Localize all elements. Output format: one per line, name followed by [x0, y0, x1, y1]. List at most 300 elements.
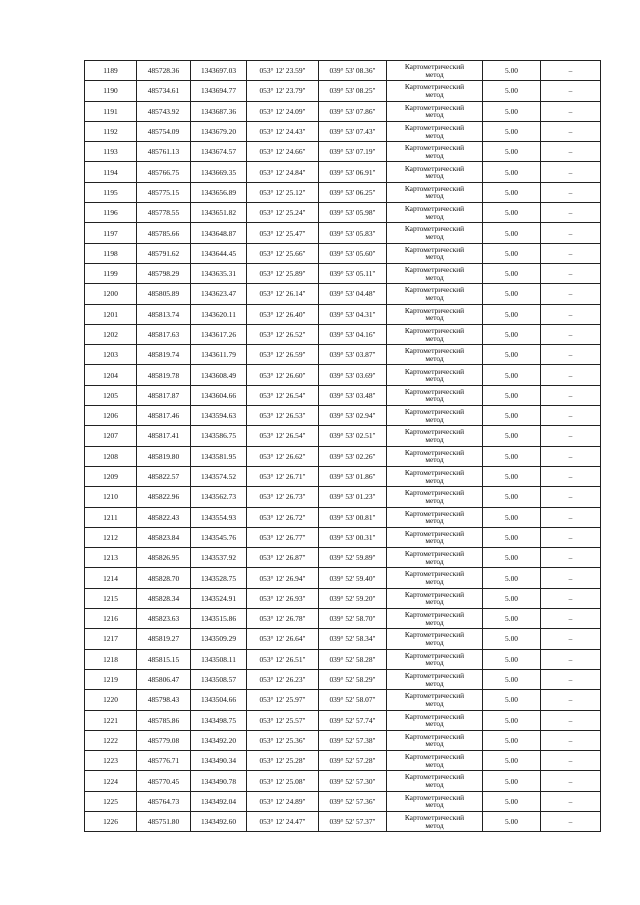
- accuracy-cell: 5.00: [483, 101, 541, 121]
- method-line-1: Картометрический: [404, 427, 465, 437]
- latitude-cell: 053° 12' 26.87": [247, 548, 319, 568]
- accuracy-cell: 5.00: [483, 203, 541, 223]
- method-line-1: Картометрический: [404, 467, 465, 477]
- note-cell: –: [541, 751, 601, 771]
- method-line-1: Картометрический: [404, 670, 465, 680]
- longitude-cell: 039° 53' 05.11": [319, 263, 387, 283]
- table-row: [85, 487, 601, 507]
- x-coordinate-cell: 485734.61: [137, 81, 191, 101]
- method-line-1: Картометрический: [404, 772, 465, 782]
- y-coordinate-cell: 1343697.03: [191, 61, 247, 81]
- table-row: [85, 751, 601, 771]
- method-cell: [387, 162, 483, 182]
- x-coordinate-cell: 485822.96: [137, 487, 191, 507]
- x-coordinate-cell: 485813.74: [137, 304, 191, 324]
- table-row: [85, 345, 601, 365]
- y-coordinate-cell: 1343620.11: [191, 304, 247, 324]
- note-cell: –: [541, 446, 601, 466]
- longitude-cell: 039° 53' 06.25": [319, 182, 387, 202]
- accuracy-cell: 5.00: [483, 263, 541, 283]
- table-row: [85, 446, 601, 466]
- point-number-cell: 1214: [85, 568, 137, 588]
- latitude-cell: 053° 12' 26.51": [247, 649, 319, 669]
- method-cell: [387, 487, 483, 507]
- point-number-cell: 1192: [85, 121, 137, 141]
- note-cell: –: [541, 487, 601, 507]
- accuracy-cell: 5.00: [483, 710, 541, 730]
- x-coordinate-cell: 485791.62: [137, 243, 191, 263]
- method-line-2: метод: [425, 780, 444, 790]
- accuracy-cell: 5.00: [483, 142, 541, 162]
- x-coordinate-cell: 485775.15: [137, 182, 191, 202]
- method-line-2: метод: [425, 475, 444, 485]
- method-line-2: метод: [425, 556, 444, 566]
- point-number-cell: 1197: [85, 223, 137, 243]
- y-coordinate-cell: 1343644.45: [191, 243, 247, 263]
- y-coordinate-cell: 1343490.34: [191, 751, 247, 771]
- x-coordinate-cell: 485819.27: [137, 629, 191, 649]
- table-row: [85, 710, 601, 730]
- point-number-cell: 1202: [85, 324, 137, 344]
- point-number-cell: 1190: [85, 81, 137, 101]
- longitude-cell: 039° 52' 57.37": [319, 811, 387, 831]
- latitude-cell: 053° 12' 26.54": [247, 385, 319, 405]
- latitude-cell: 053° 12' 25.97": [247, 690, 319, 710]
- point-number-cell: 1191: [85, 101, 137, 121]
- x-coordinate-cell: 485828.34: [137, 588, 191, 608]
- method-line-2: метод: [425, 292, 444, 302]
- table-row: [85, 426, 601, 446]
- latitude-cell: 053° 12' 25.36": [247, 730, 319, 750]
- method-line-2: метод: [425, 272, 444, 282]
- latitude-cell: 053° 12' 26.52": [247, 324, 319, 344]
- method-line-1: Картометрический: [404, 102, 465, 112]
- x-coordinate-cell: 485779.08: [137, 730, 191, 750]
- table-row: [85, 365, 601, 385]
- longitude-cell: 039° 53' 08.25": [319, 81, 387, 101]
- longitude-cell: 039° 53' 05.83": [319, 223, 387, 243]
- note-cell: –: [541, 345, 601, 365]
- y-coordinate-cell: 1343515.86: [191, 609, 247, 629]
- method-line-2: метод: [425, 211, 444, 221]
- note-cell: –: [541, 162, 601, 182]
- point-number-cell: 1196: [85, 203, 137, 223]
- note-cell: –: [541, 466, 601, 486]
- point-number-cell: 1225: [85, 791, 137, 811]
- note-cell: –: [541, 203, 601, 223]
- longitude-cell: 039° 53' 04.16": [319, 324, 387, 344]
- method-cell: [387, 446, 483, 466]
- point-number-cell: 1223: [85, 751, 137, 771]
- method-line-1: Картометрический: [404, 569, 465, 579]
- y-coordinate-cell: 1343674.57: [191, 142, 247, 162]
- method-line-1: Картометрический: [404, 731, 465, 741]
- method-line-2: метод: [425, 110, 444, 120]
- latitude-cell: 053° 12' 26.93": [247, 588, 319, 608]
- method-line-1: Картометрический: [404, 183, 465, 193]
- method-line-2: метод: [425, 678, 444, 688]
- y-coordinate-cell: 1343508.11: [191, 649, 247, 669]
- longitude-cell: 039° 52' 58.28": [319, 649, 387, 669]
- latitude-cell: 053° 12' 24.47": [247, 811, 319, 831]
- accuracy-cell: 5.00: [483, 730, 541, 750]
- y-coordinate-cell: 1343581.95: [191, 446, 247, 466]
- latitude-cell: 053° 12' 25.89": [247, 263, 319, 283]
- longitude-cell: 039° 53' 04.48": [319, 284, 387, 304]
- accuracy-cell: 5.00: [483, 406, 541, 426]
- longitude-cell: 039° 53' 01.23": [319, 487, 387, 507]
- method-cell: [387, 669, 483, 689]
- note-cell: –: [541, 771, 601, 791]
- point-number-cell: 1222: [85, 730, 137, 750]
- accuracy-cell: 5.00: [483, 548, 541, 568]
- method-cell: [387, 588, 483, 608]
- method-cell: [387, 142, 483, 162]
- note-cell: –: [541, 669, 601, 689]
- x-coordinate-cell: 485817.87: [137, 385, 191, 405]
- method-line-1: Картометрический: [404, 610, 465, 620]
- point-number-cell: 1198: [85, 243, 137, 263]
- table-row: [85, 629, 601, 649]
- x-coordinate-cell: 485815.15: [137, 649, 191, 669]
- accuracy-cell: 5.00: [483, 182, 541, 202]
- table-row: [85, 304, 601, 324]
- method-cell: [387, 101, 483, 121]
- longitude-cell: 039° 52' 58.70": [319, 609, 387, 629]
- table-row: [85, 568, 601, 588]
- longitude-cell: 039° 53' 00.81": [319, 507, 387, 527]
- table-row: [85, 61, 601, 81]
- point-number-cell: 1218: [85, 649, 137, 669]
- y-coordinate-cell: 1343490.78: [191, 771, 247, 791]
- method-line-1: Картометрический: [404, 366, 465, 376]
- method-line-1: Картометрический: [404, 650, 465, 660]
- method-cell: [387, 649, 483, 669]
- method-cell: [387, 466, 483, 486]
- table-row: [85, 406, 601, 426]
- accuracy-cell: 5.00: [483, 162, 541, 182]
- table-row: [85, 791, 601, 811]
- x-coordinate-cell: 485817.41: [137, 426, 191, 446]
- method-line-1: Картометрический: [404, 528, 465, 538]
- y-coordinate-cell: 1343492.20: [191, 730, 247, 750]
- coordinates-table: [84, 60, 601, 832]
- note-cell: –: [541, 426, 601, 446]
- x-coordinate-cell: 485819.78: [137, 365, 191, 385]
- latitude-cell: 053° 12' 23.59": [247, 61, 319, 81]
- note-cell: –: [541, 101, 601, 121]
- accuracy-cell: 5.00: [483, 223, 541, 243]
- method-line-2: метод: [425, 617, 444, 627]
- table-row: [85, 81, 601, 101]
- longitude-cell: 039° 52' 58.29": [319, 669, 387, 689]
- method-cell: [387, 263, 483, 283]
- table-row: [85, 101, 601, 121]
- method-line-1: Картометрический: [404, 813, 465, 823]
- longitude-cell: 039° 53' 00.31": [319, 527, 387, 547]
- note-cell: –: [541, 406, 601, 426]
- method-cell: [387, 710, 483, 730]
- point-number-cell: 1210: [85, 487, 137, 507]
- latitude-cell: 053° 12' 25.12": [247, 182, 319, 202]
- latitude-cell: 053° 12' 26.60": [247, 365, 319, 385]
- method-line-2: метод: [425, 89, 444, 99]
- method-line-1: Картометрический: [404, 711, 465, 721]
- accuracy-cell: 5.00: [483, 527, 541, 547]
- longitude-cell: 039° 53' 02.94": [319, 406, 387, 426]
- point-number-cell: 1226: [85, 811, 137, 831]
- method-line-1: Картометрический: [404, 122, 465, 132]
- accuracy-cell: 5.00: [483, 61, 541, 81]
- method-line-1: Картометрический: [404, 447, 465, 457]
- table-row: [85, 548, 601, 568]
- longitude-cell: 039° 52' 59.89": [319, 548, 387, 568]
- method-line-1: Картометрический: [404, 346, 465, 356]
- method-line-2: метод: [425, 394, 444, 404]
- note-cell: –: [541, 61, 601, 81]
- table-row: [85, 507, 601, 527]
- longitude-cell: 039° 53' 03.69": [319, 365, 387, 385]
- x-coordinate-cell: 485798.29: [137, 263, 191, 283]
- method-line-1: Картометрический: [404, 589, 465, 599]
- note-cell: –: [541, 385, 601, 405]
- x-coordinate-cell: 485785.66: [137, 223, 191, 243]
- x-coordinate-cell: 485805.89: [137, 284, 191, 304]
- accuracy-cell: 5.00: [483, 365, 541, 385]
- method-line-2: метод: [425, 313, 444, 323]
- y-coordinate-cell: 1343492.60: [191, 811, 247, 831]
- longitude-cell: 039° 53' 01.86": [319, 466, 387, 486]
- longitude-cell: 039° 53' 04.31": [319, 304, 387, 324]
- longitude-cell: 039° 52' 57.30": [319, 771, 387, 791]
- point-number-cell: 1200: [85, 284, 137, 304]
- table-row: [85, 203, 601, 223]
- table-row: [85, 385, 601, 405]
- table-row: [85, 324, 601, 344]
- latitude-cell: 053° 12' 26.71": [247, 466, 319, 486]
- table-row: [85, 263, 601, 283]
- latitude-cell: 053° 12' 25.08": [247, 771, 319, 791]
- x-coordinate-cell: 485770.45: [137, 771, 191, 791]
- x-coordinate-cell: 485785.86: [137, 710, 191, 730]
- x-coordinate-cell: 485822.57: [137, 466, 191, 486]
- latitude-cell: 053° 12' 25.24": [247, 203, 319, 223]
- method-cell: [387, 284, 483, 304]
- note-cell: –: [541, 548, 601, 568]
- latitude-cell: 053° 12' 26.62": [247, 446, 319, 466]
- x-coordinate-cell: 485823.63: [137, 609, 191, 629]
- y-coordinate-cell: 1343528.75: [191, 568, 247, 588]
- table-row: [85, 669, 601, 689]
- method-cell: [387, 629, 483, 649]
- accuracy-cell: 5.00: [483, 507, 541, 527]
- method-cell: [387, 243, 483, 263]
- accuracy-cell: 5.00: [483, 588, 541, 608]
- table-row: [85, 121, 601, 141]
- latitude-cell: 053° 12' 25.57": [247, 710, 319, 730]
- method-line-2: метод: [425, 455, 444, 465]
- method-line-2: метод: [425, 69, 444, 79]
- accuracy-cell: 5.00: [483, 466, 541, 486]
- method-line-2: метод: [425, 232, 444, 242]
- note-cell: –: [541, 588, 601, 608]
- method-cell: [387, 548, 483, 568]
- x-coordinate-cell: 485743.92: [137, 101, 191, 121]
- note-cell: –: [541, 284, 601, 304]
- method-cell: [387, 182, 483, 202]
- method-cell: [387, 324, 483, 344]
- latitude-cell: 053° 12' 25.28": [247, 751, 319, 771]
- method-cell: [387, 345, 483, 365]
- method-cell: [387, 771, 483, 791]
- method-cell: [387, 609, 483, 629]
- x-coordinate-cell: 485766.75: [137, 162, 191, 182]
- method-cell: [387, 81, 483, 101]
- table-row: [85, 223, 601, 243]
- latitude-cell: 053° 12' 24.09": [247, 101, 319, 121]
- x-coordinate-cell: 485761.13: [137, 142, 191, 162]
- latitude-cell: 053° 12' 26.54": [247, 426, 319, 446]
- latitude-cell: 053° 12' 26.59": [247, 345, 319, 365]
- y-coordinate-cell: 1343562.73: [191, 487, 247, 507]
- point-number-cell: 1216: [85, 609, 137, 629]
- latitude-cell: 053° 12' 25.66": [247, 243, 319, 263]
- accuracy-cell: 5.00: [483, 243, 541, 263]
- table-row: [85, 284, 601, 304]
- y-coordinate-cell: 1343687.36: [191, 101, 247, 121]
- method-cell: [387, 304, 483, 324]
- note-cell: –: [541, 811, 601, 831]
- accuracy-cell: 5.00: [483, 304, 541, 324]
- note-cell: –: [541, 81, 601, 101]
- accuracy-cell: 5.00: [483, 669, 541, 689]
- table-row: [85, 811, 601, 831]
- latitude-cell: 053° 12' 26.94": [247, 568, 319, 588]
- point-number-cell: 1219: [85, 669, 137, 689]
- method-line-2: метод: [425, 191, 444, 201]
- longitude-cell: 039° 53' 03.87": [319, 345, 387, 365]
- note-cell: –: [541, 182, 601, 202]
- note-cell: –: [541, 304, 601, 324]
- table-row: [85, 649, 601, 669]
- y-coordinate-cell: 1343498.75: [191, 710, 247, 730]
- latitude-cell: 053° 12' 24.66": [247, 142, 319, 162]
- method-line-2: метод: [425, 353, 444, 363]
- method-line-2: метод: [425, 820, 444, 830]
- method-line-2: метод: [425, 516, 444, 526]
- point-number-cell: 1208: [85, 446, 137, 466]
- x-coordinate-cell: 485778.55: [137, 203, 191, 223]
- accuracy-cell: 5.00: [483, 284, 541, 304]
- method-cell: [387, 730, 483, 750]
- method-line-2: метод: [425, 739, 444, 749]
- y-coordinate-cell: 1343656.89: [191, 182, 247, 202]
- accuracy-cell: 5.00: [483, 791, 541, 811]
- y-coordinate-cell: 1343617.26: [191, 324, 247, 344]
- y-coordinate-cell: 1343554.93: [191, 507, 247, 527]
- longitude-cell: 039° 53' 07.43": [319, 121, 387, 141]
- latitude-cell: 053° 12' 26.23": [247, 669, 319, 689]
- method-line-1: Картометрический: [404, 224, 465, 234]
- y-coordinate-cell: 1343651.82: [191, 203, 247, 223]
- method-line-2: метод: [425, 495, 444, 505]
- y-coordinate-cell: 1343611.79: [191, 345, 247, 365]
- y-coordinate-cell: 1343509.29: [191, 629, 247, 649]
- point-number-cell: 1199: [85, 263, 137, 283]
- accuracy-cell: 5.00: [483, 121, 541, 141]
- point-number-cell: 1213: [85, 548, 137, 568]
- method-line-2: метод: [425, 252, 444, 262]
- longitude-cell: 039° 52' 58.34": [319, 629, 387, 649]
- x-coordinate-cell: 485728.36: [137, 61, 191, 81]
- method-line-2: метод: [425, 698, 444, 708]
- accuracy-cell: 5.00: [483, 771, 541, 791]
- accuracy-cell: 5.00: [483, 324, 541, 344]
- method-cell: [387, 811, 483, 831]
- method-line-1: Картометрический: [404, 305, 465, 315]
- point-number-cell: 1203: [85, 345, 137, 365]
- note-cell: –: [541, 568, 601, 588]
- method-line-2: метод: [425, 637, 444, 647]
- y-coordinate-cell: 1343604.66: [191, 385, 247, 405]
- note-cell: –: [541, 507, 601, 527]
- accuracy-cell: 5.00: [483, 568, 541, 588]
- method-line-2: метод: [425, 719, 444, 729]
- table-row: [85, 609, 601, 629]
- y-coordinate-cell: 1343679.20: [191, 121, 247, 141]
- note-cell: –: [541, 142, 601, 162]
- x-coordinate-cell: 485826.95: [137, 548, 191, 568]
- accuracy-cell: 5.00: [483, 385, 541, 405]
- table-row: [85, 466, 601, 486]
- y-coordinate-cell: 1343545.76: [191, 527, 247, 547]
- method-line-1: Картометрический: [404, 508, 465, 518]
- point-number-cell: 1189: [85, 61, 137, 81]
- note-cell: –: [541, 791, 601, 811]
- x-coordinate-cell: 485751.80: [137, 811, 191, 831]
- method-line-2: метод: [425, 658, 444, 668]
- table-row: [85, 730, 601, 750]
- x-coordinate-cell: 485819.74: [137, 345, 191, 365]
- point-number-cell: 1194: [85, 162, 137, 182]
- y-coordinate-cell: 1343623.47: [191, 284, 247, 304]
- longitude-cell: 039° 52' 58.07": [319, 690, 387, 710]
- x-coordinate-cell: 485817.46: [137, 406, 191, 426]
- longitude-cell: 039° 52' 57.28": [319, 751, 387, 771]
- method-line-2: метод: [425, 171, 444, 181]
- method-line-1: Картометрический: [404, 244, 465, 254]
- x-coordinate-cell: 485828.70: [137, 568, 191, 588]
- point-number-cell: 1220: [85, 690, 137, 710]
- note-cell: –: [541, 649, 601, 669]
- longitude-cell: 039° 53' 02.51": [319, 426, 387, 446]
- latitude-cell: 053° 12' 26.14": [247, 284, 319, 304]
- method-line-1: Картометрический: [404, 752, 465, 762]
- longitude-cell: 039° 53' 06.91": [319, 162, 387, 182]
- accuracy-cell: 5.00: [483, 649, 541, 669]
- y-coordinate-cell: 1343648.87: [191, 223, 247, 243]
- latitude-cell: 053° 12' 23.79": [247, 81, 319, 101]
- note-cell: –: [541, 609, 601, 629]
- x-coordinate-cell: 485819.80: [137, 446, 191, 466]
- point-number-cell: 1211: [85, 507, 137, 527]
- y-coordinate-cell: 1343594.63: [191, 406, 247, 426]
- note-cell: –: [541, 243, 601, 263]
- y-coordinate-cell: 1343608.49: [191, 365, 247, 385]
- method-line-1: Картометрический: [404, 204, 465, 214]
- accuracy-cell: 5.00: [483, 609, 541, 629]
- latitude-cell: 053° 12' 26.72": [247, 507, 319, 527]
